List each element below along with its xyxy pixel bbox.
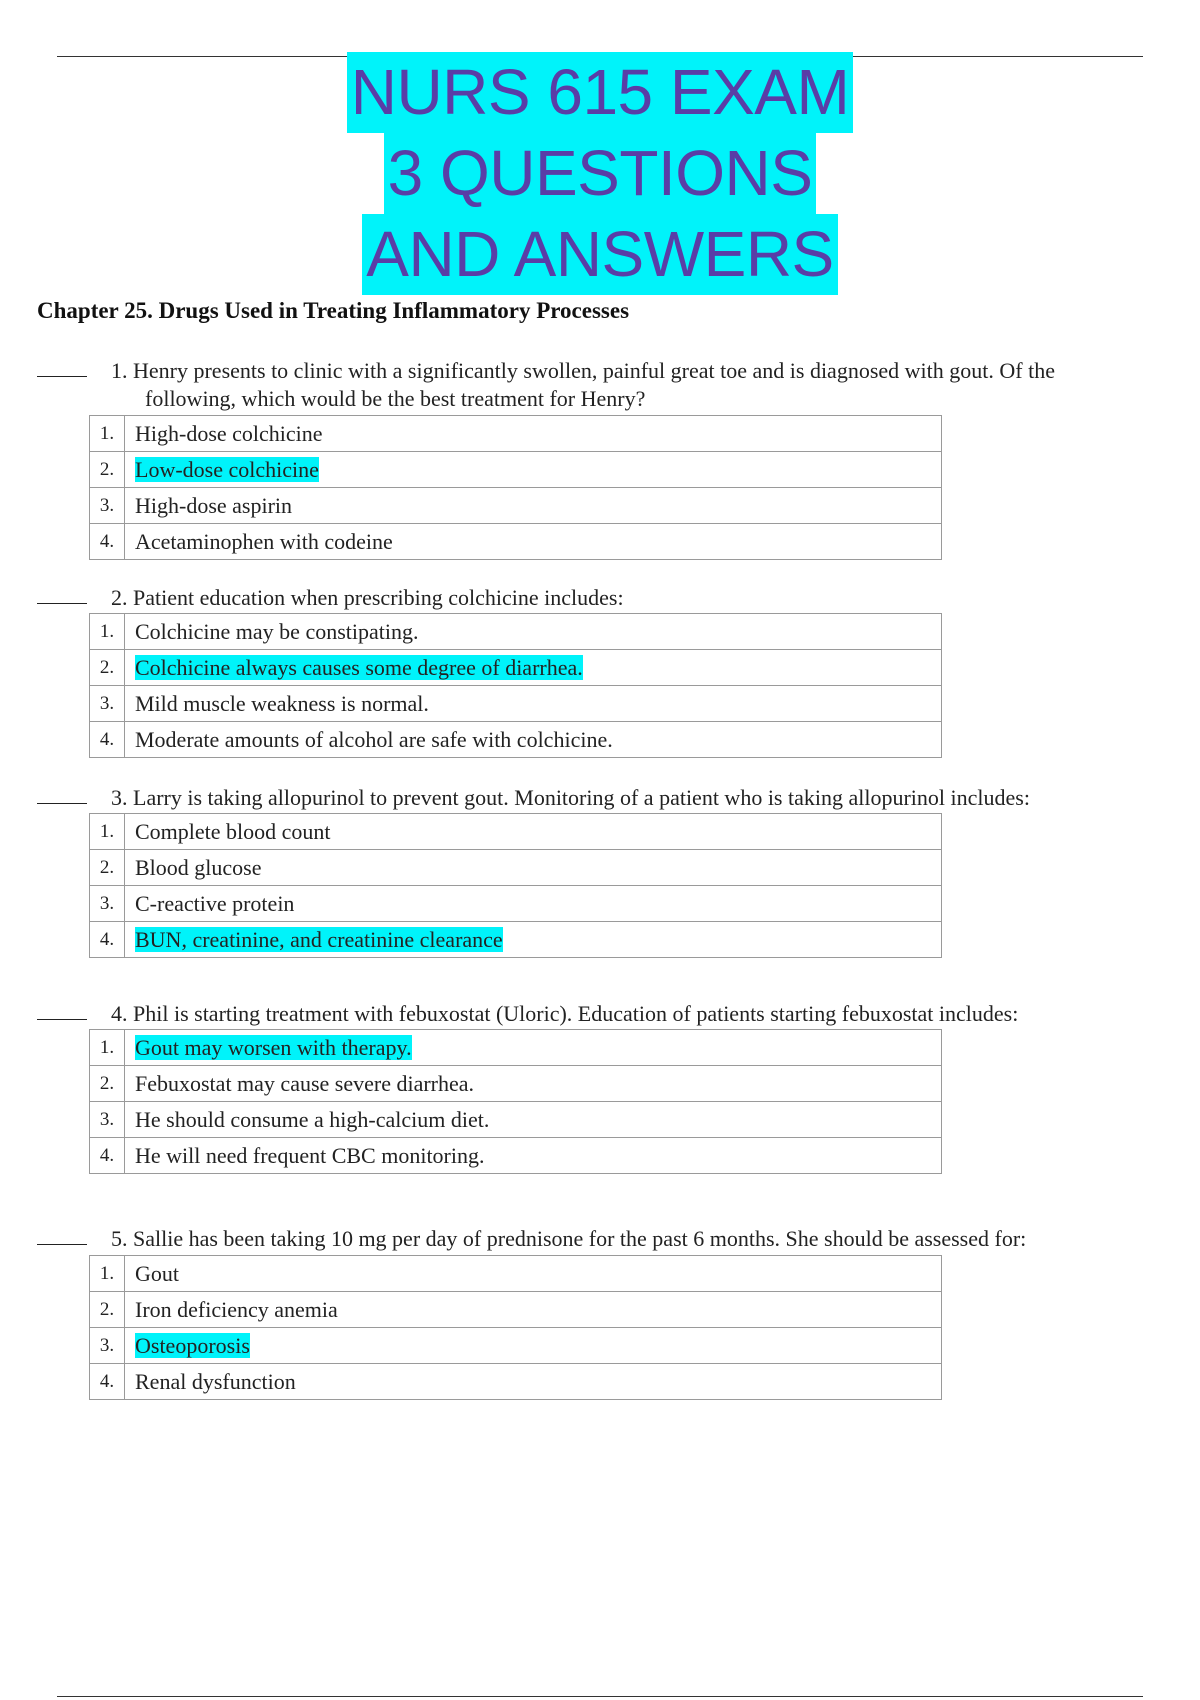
option-row: 1. Gout <box>90 1256 942 1292</box>
option-row: 2. Colchicine always causes some degree of diarrhea. <box>90 650 942 686</box>
option-text: Moderate amounts of alcohol are safe with colchicine. <box>135 726 613 752</box>
correct-answer-highlight: Low-dose colchicine <box>135 456 319 482</box>
option-text: High-dose colchicine <box>135 420 323 446</box>
option-row: 3. C-reactive protein <box>90 886 942 922</box>
option-text: C-reactive protein <box>135 890 295 916</box>
option-text: High-dose aspirin <box>135 492 293 518</box>
option-row: 1. Colchicine may be constipating. <box>90 614 942 650</box>
option-row: 1. High-dose colchicine <box>90 416 942 452</box>
correct-answer-highlight: Osteoporosis <box>135 1332 250 1358</box>
answer-blank <box>37 603 87 604</box>
correct-answer-highlight: Colchicine always causes some degree of diarrhea. <box>135 654 583 680</box>
option-text: Complete blood count <box>135 818 331 844</box>
option-row: 2. Blood glucose <box>90 850 942 886</box>
chapter-heading: Chapter 25. Drugs Used in Treating Inflammatory Processes <box>37 298 630 323</box>
question-2 <box>37 584 1167 612</box>
correct-answer-highlight: Gout may worsen with therapy. <box>135 1034 412 1060</box>
options-table <box>89 1029 942 1174</box>
option-row: 3. Osteoporosis <box>90 1328 942 1364</box>
option-row: 4. Moderate amounts of alcohol are safe with colchicine. <box>90 722 942 758</box>
question-5 <box>37 1225 1167 1253</box>
options-table <box>89 813 942 958</box>
answer-blank <box>37 376 87 377</box>
option-row: 4. Acetaminophen with codeine <box>90 524 942 560</box>
option-row: 4. BUN, creatinine, and creatinine clearance <box>90 922 942 958</box>
correct-answer-highlight: BUN, creatinine, and creatinine clearance <box>135 926 503 952</box>
title-line: AND ANSWERS <box>362 214 837 295</box>
option-text: Iron deficiency anemia <box>135 1296 338 1322</box>
title-line: 3 QUESTIONS <box>384 133 817 214</box>
answer-blank <box>37 803 87 804</box>
question-3 <box>37 784 1167 812</box>
option-text: He will need frequent CBC monitoring. <box>135 1142 485 1168</box>
question-text: 4. Phil is starting treatment with febuxostat (Uloric). Education of patients starting febuxostat includes: <box>111 1001 1019 1026</box>
option-text: Colchicine may be constipating. <box>135 618 419 644</box>
option-text: Blood glucose <box>135 854 262 880</box>
option-row: 2. Iron deficiency anemia <box>90 1292 942 1328</box>
answer-blank <box>37 1019 87 1020</box>
question-text: 5. Sallie has been taking 10 mg per day of prednisone for the past 6 months. She should be assessed for: <box>111 1226 1027 1251</box>
question-text: 2. Patient education when prescribing colchicine includes: <box>111 585 624 610</box>
option-row: 4. Renal dysfunction <box>90 1364 942 1400</box>
options-table <box>89 415 942 560</box>
answer-blank <box>37 1244 87 1245</box>
question-1 <box>37 357 1167 411</box>
question-text: 1. Henry presents to clinic with a significantly swollen, painful great toe and is diagnosed with gout. Of the <box>111 358 1055 383</box>
option-text: Mild muscle weakness is normal. <box>135 690 429 716</box>
options-table <box>89 1255 942 1400</box>
option-row: 1. Complete blood count <box>90 814 942 850</box>
option-row: 2. Febuxostat may cause severe diarrhea. <box>90 1066 942 1102</box>
option-text: Acetaminophen with codeine <box>135 528 393 554</box>
option-row: 1. Gout may worsen with therapy. <box>90 1030 942 1066</box>
option-text: Febuxostat may cause severe diarrhea. <box>135 1070 475 1096</box>
title-line: NURS 615 EXAM <box>347 52 854 133</box>
question-text-continued: following, which would be the best treatment for Henry? <box>145 386 646 411</box>
option-text: He should consume a high-calcium diet. <box>135 1106 490 1132</box>
option-row: 2. Low-dose colchicine <box>90 452 942 488</box>
options-table <box>89 613 942 758</box>
option-row: 3. He should consume a high-calcium diet. <box>90 1102 942 1138</box>
document-title <box>0 52 1200 295</box>
question-text: 3. Larry is taking allopurinol to prevent gout. Monitoring of a patient who is taking allopurinol includes: <box>111 785 1030 810</box>
option-row: 3. Mild muscle weakness is normal. <box>90 686 942 722</box>
option-text: Renal dysfunction <box>135 1368 296 1394</box>
bottom-rule <box>57 1696 1143 1697</box>
option-row: 3. High-dose aspirin <box>90 488 942 524</box>
option-text: Gout <box>135 1260 179 1286</box>
question-4 <box>37 1000 1167 1028</box>
option-row: 4. He will need frequent CBC monitoring. <box>90 1138 942 1174</box>
